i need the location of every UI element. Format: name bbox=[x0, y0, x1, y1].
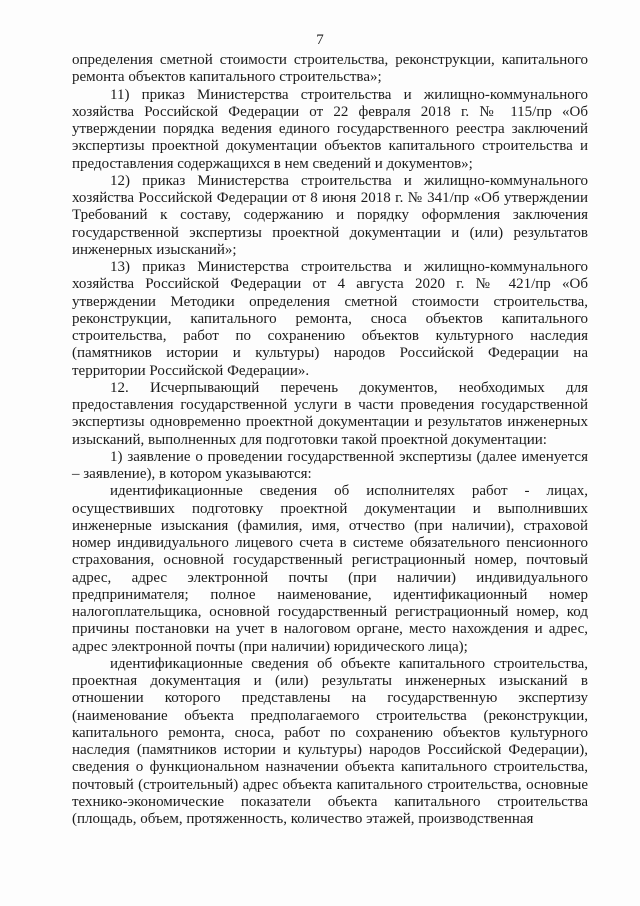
paragraph-item-12: 12) приказ Министерства строительства и жилищно-коммунального хозяйства Российской Федерации от 8 июня 2018 г. № 341/пр «Об утверждении Требований к составу, содержанию и порядку оформления заключения государственной экспертизы проектной документации и (или) результатов инженерных изысканий»; bbox=[72, 172, 588, 258]
paragraph-object-info: идентификационные сведения об объекте капитального строительства, проектная документация и (или) результаты инженерных изысканий в отношении которого представлены на государственную экспертизу (наименование объекта предполагаемого строительства (реконструкции, капитального ремонта, сноса, работ по сохранению объектов культурного наследия (памятников истории и культуры) народов Российской Федерации), сведения о функциональном назначении объекта капитального строительства, почтовый (строительный) адрес объекта капитального строительства, основные технико-экономические показатели объекта капитального строительства (площадь, объем, протяженность, количество этажей, производственная bbox=[72, 655, 588, 827]
paragraph-item-13: 13) приказ Министерства строительства и жилищно-коммунального хозяйства Российской Федерации от 4 августа 2020 г. № 421/пр «Об утверждении Методики определения сметной стоимости строительства, реконструкции, капитального ремонта, сноса объектов капитального строительства, работ по сохранению объектов культурного наследия (памятников истории и культуры) народов Российской Федерации на территории Российской Федерации». bbox=[72, 259, 588, 379]
document-body bbox=[72, 52, 588, 828]
paragraph-continuation: определения сметной стоимости строительства, реконструкции, капитального ремонта объектов капитального строительства»; bbox=[72, 52, 588, 86]
paragraph-item-11: 11) приказ Министерства строительства и жилищно-коммунального хозяйства Российской Федерации от 22 февраля 2018 г. № 115/пр «Об утверждении порядка ведения единого государственного реестра заключений экспертизы проектной документации объектов капитального строительства и предоставления содержащихся в нем сведений и документов»; bbox=[72, 86, 588, 172]
page-number: 7 bbox=[316, 32, 324, 48]
paragraph-subitem-1: 1) заявление о проведении государственной экспертизы (далее именуется – заявление), в котором указываются: bbox=[72, 448, 588, 482]
paragraph-executor-info: идентификационные сведения об исполнителях работ - лицах, осуществивших подготовку проектной документации и выполнивших инженерные изыскания (фамилия, имя, отчество (при наличии), страховой номер индивидуального лицевого счета в системе обязательного пенсионного страхования, основной государственный регистрационный номер, почтовый адрес, адрес электронной почты (при наличии) индивидуального предпринимателя; полное наименование, идентификационный номер налогоплательщика, основной государственный регистрационный номер, код причины постановки на учет в налоговом органе, место нахождения и адрес, адрес электронной почты (при наличии) юридического лица); bbox=[72, 483, 588, 655]
paragraph-section-12: 12. Исчерпывающий перечень документов, необходимых для предоставления государственной услуги в части проведения государственной экспертизы одновременно проектной документации и результатов инженерных изысканий, выполненных для подготовки такой проектной документации: bbox=[72, 379, 588, 448]
